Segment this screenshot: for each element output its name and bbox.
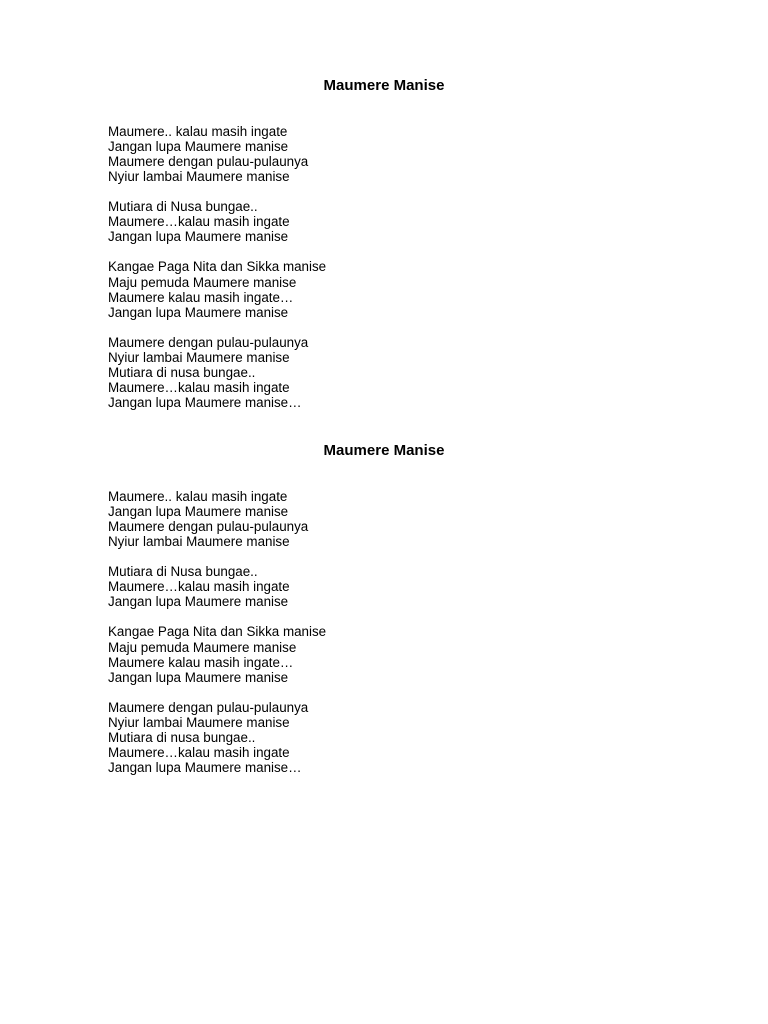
stanza-2 [108, 199, 768, 244]
stanza-1 [108, 124, 768, 184]
lyric-line: Jangan lupa Maumere manise [108, 594, 289, 610]
lyric-line: Jangan lupa Maumere manise… [108, 395, 302, 411]
lyric-line: Mutiara di Nusa bungae.. [108, 564, 258, 580]
stanza-4 [108, 700, 768, 775]
stanza-3 [108, 259, 768, 319]
stanza-2 [108, 564, 768, 609]
lyric-line: Mutiara di Nusa bungae.. [108, 199, 258, 215]
lyric-line: Maju pemuda Maumere manise [108, 274, 297, 290]
song-title: Maumere Manise [323, 77, 445, 94]
lyric-line: Nyiur lambai Maumere manise [108, 169, 290, 185]
lyric-line: Maumere…kalau masih ingate [108, 579, 290, 595]
stanza-1 [108, 489, 768, 549]
lyric-line: Nyiur lambai Maumere manise [108, 534, 290, 550]
lyric-line: Maumere kalau masih ingate… [108, 289, 294, 305]
lyric-line: Maumere dengan pulau-pulaunya [108, 154, 309, 170]
lyric-line: Maumere…kalau masih ingate [108, 214, 290, 230]
lyric-line: Maumere.. kalau masih ingate [108, 489, 288, 504]
lyric-line: Mutiara di nusa bungae.. [108, 364, 256, 380]
lyric-line: Maumere…kalau masih ingate [108, 379, 290, 395]
song-2 [0, 442, 768, 775]
stanza-3 [108, 624, 768, 684]
lyric-line: Nyiur lambai Maumere manise [108, 349, 290, 365]
lyric-line: Maju pemuda Maumere manise [108, 639, 297, 655]
lyric-line: Jangan lupa Maumere manise… [108, 760, 302, 776]
song-title: Maumere Manise [323, 442, 445, 459]
lyric-line: Maumere…kalau masih ingate [108, 744, 290, 760]
stanza-4 [108, 335, 768, 410]
lyric-line: Jangan lupa Maumere manise [108, 229, 289, 245]
lyric-line: Maumere dengan pulau-pulaunya [108, 699, 309, 715]
lyric-line: Maumere dengan pulau-pulaunya [108, 519, 309, 535]
lyric-line: Maumere kalau masih ingate… [108, 654, 294, 670]
lyric-line: Jangan lupa Maumere manise [108, 504, 289, 520]
lyric-line: Jangan lupa Maumere manise [108, 669, 289, 685]
lyric-line: Nyiur lambai Maumere manise [108, 714, 290, 730]
lyric-line: Maumere dengan pulau-pulaunya [108, 334, 309, 350]
lyric-line: Maumere.. kalau masih ingate [108, 124, 288, 139]
lyric-line: Mutiara di nusa bungae.. [108, 729, 256, 745]
lyric-line: Kangae Paga Nita dan Sikka manise [108, 624, 327, 640]
song-1 [0, 77, 768, 410]
lyric-line: Kangae Paga Nita dan Sikka manise [108, 259, 327, 275]
lyric-line: Jangan lupa Maumere manise [108, 139, 289, 155]
lyric-line: Jangan lupa Maumere manise [108, 304, 289, 320]
